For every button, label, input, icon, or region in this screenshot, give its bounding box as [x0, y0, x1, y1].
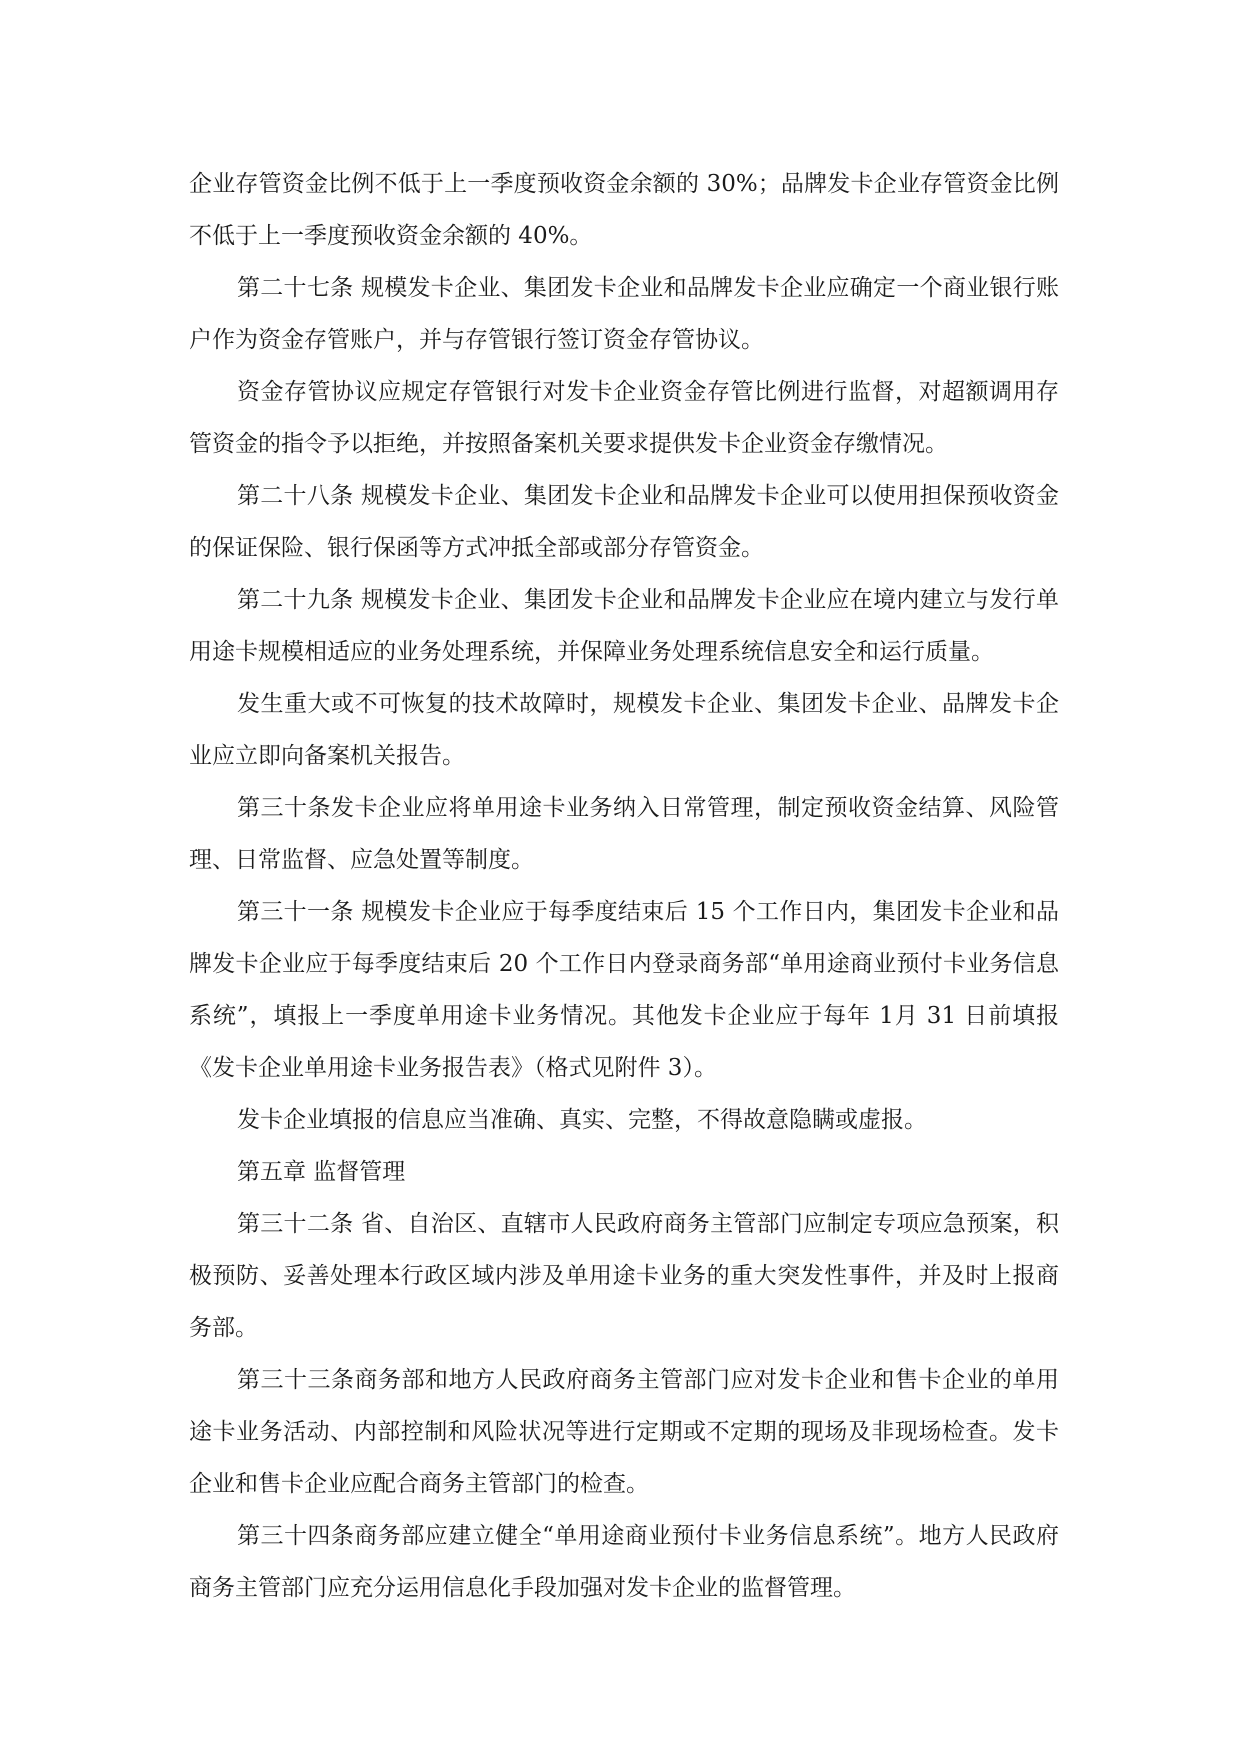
article-28: 第二十八条 规模发卡企业、集团发卡企业和品牌发卡企业可以使用担保预收资金的保证保险、银行保函等方式冲抵全部或部分存管资金。	[189, 483, 1059, 561]
article-31: 第三十一条 规模发卡企业应于每季度结束后 15 个工作日内，集团发卡企业和品牌发卡企业应于每季度结束后 20 个工作日内登录商务部“单用途商业预付卡业务信息系统”，填报上一季度单用途卡业务情况。其他发卡企业应于每年 1月 31 日前填报《发卡企业单用途卡业务报告表》（格式见附件 3）。	[189, 899, 1059, 1081]
article-31-clause: 发卡企业填报的信息应当准确、真实、完整，不得故意隐瞒或虚报。	[237, 1107, 927, 1133]
document-body	[189, 158, 1059, 1614]
article-29-clause: 发生重大或不可恢复的技术故障时，规模发卡企业、集团发卡企业、品牌发卡企业应立即向备案机关报告。	[189, 691, 1059, 769]
article-34: 第三十四条商务部应建立健全“单用途商业预付卡业务信息系统”。地方人民政府商务主管部门应充分运用信息化手段加强对发卡企业的监督管理。	[189, 1523, 1059, 1601]
chapter-heading: 第五章 监督管理	[237, 1159, 406, 1185]
article-30: 第三十条发卡企业应将单用途卡业务纳入日常管理，制定预收资金结算、风险管理、日常监督、应急处置等制度。	[189, 795, 1059, 873]
article-32: 第三十二条 省、自治区、直辖市人民政府商务主管部门应制定专项应急预案，积极预防、妥善处理本行政区域内涉及单用途卡业务的重大突发性事件，并及时上报商务部。	[189, 1211, 1059, 1341]
article-33: 第三十三条商务部和地方人民政府商务主管部门应对发卡企业和售卡企业的单用途卡业务活动、内部控制和风险状况等进行定期或不定期的现场及非现场检查。发卡企业和售卡企业应配合商务主管部门的检查。	[189, 1367, 1059, 1497]
article-27-clause: 资金存管协议应规定存管银行对发卡企业资金存管比例进行监督，对超额调用存管资金的指令予以拒绝，并按照备案机关要求提供发卡企业资金存缴情况。	[189, 379, 1059, 457]
article-29: 第二十九条 规模发卡企业、集团发卡企业和品牌发卡企业应在境内建立与发行单用途卡规模相适应的业务处理系统，并保障业务处理系统信息安全和运行质量。	[189, 587, 1059, 665]
article-27: 第二十七条 规模发卡企业、集团发卡企业和品牌发卡企业应确定一个商业银行账户作为资金存管账户，并与存管银行签订资金存管协议。	[189, 275, 1059, 353]
paragraph-continuation: 企业存管资金比例不低于上一季度预收资金余额的 30%；品牌发卡企业存管资金比例不低于上一季度预收资金余额的 40%。	[189, 171, 1059, 249]
